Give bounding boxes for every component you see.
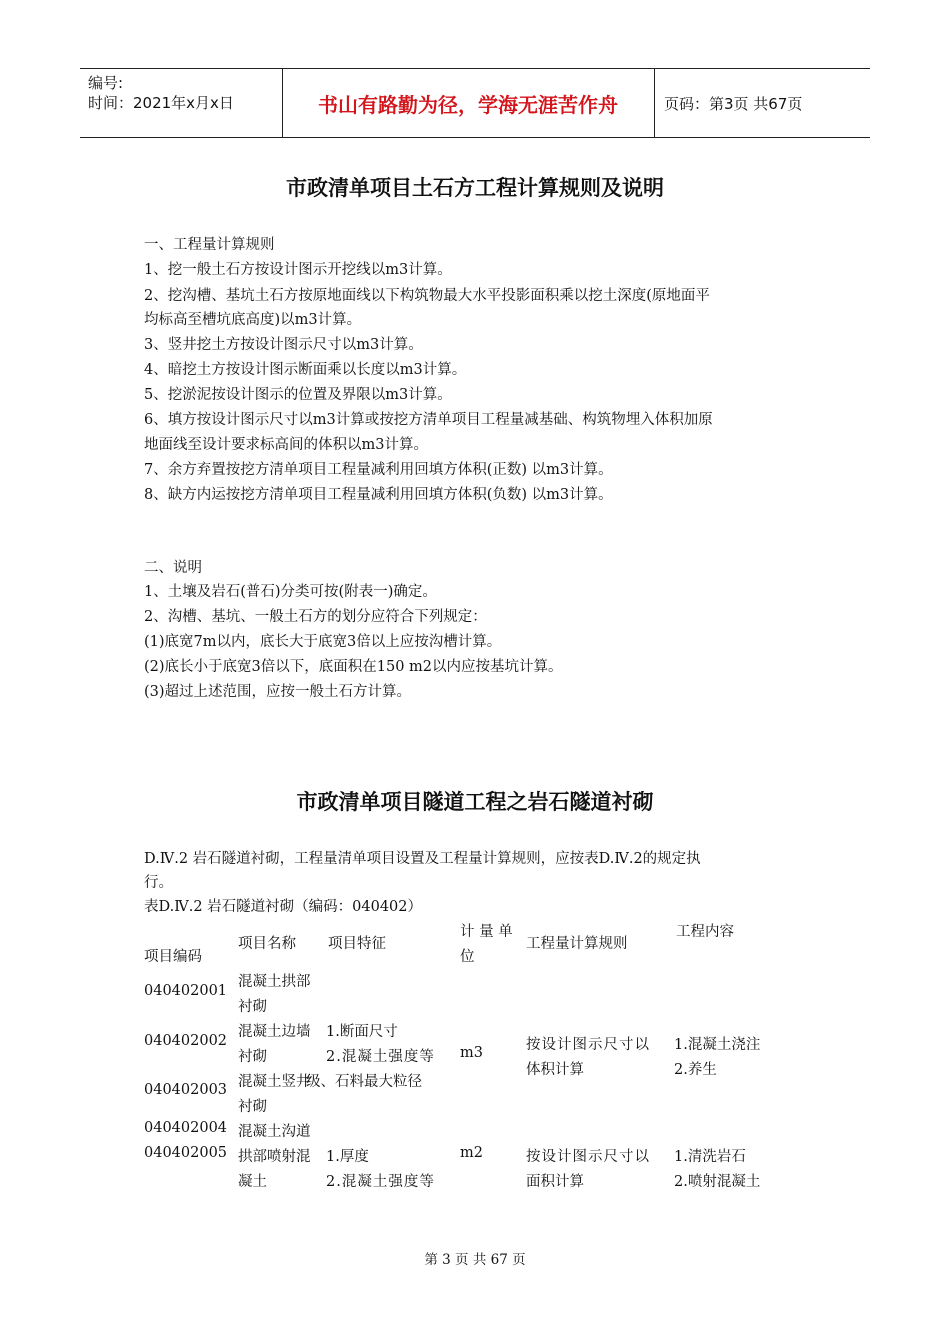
header-feature: 项目特征: [328, 936, 386, 952]
table-content: 1.清洗岩石: [674, 1149, 746, 1165]
paragraph-line: 均标高至槽坑底高度)以m3计算。: [144, 312, 362, 328]
paragraph-line: 7、余方弃置按挖方清单项目工程量减利用回填方体积(正数) 以m3计算。: [144, 462, 613, 478]
table-rule: 按设计图示尺寸以: [526, 1149, 650, 1165]
paragraph-line: 4、暗挖土方按设计图示断面乘以长度以m3计算。: [144, 362, 467, 378]
table-feature: 级、石料最大粒径: [306, 1074, 422, 1090]
table-feature: 1.厚度: [326, 1149, 369, 1165]
notes-line: (1)底宽7m以内，底长大于底宽3倍以上应按沟槽计算。: [144, 634, 502, 650]
table-name: 混凝土沟道: [238, 1124, 311, 1140]
notes-line: 1、土壤及岩石(普石)分类可按(附表一)确定。: [144, 584, 437, 600]
header-page-label: 页码：第3页 共67页: [664, 95, 803, 113]
paragraph-line: 3、竖井挖土方按设计图示尺寸以m3计算。: [144, 337, 423, 353]
table-rule: 面积计算: [526, 1174, 584, 1190]
table-unit: m2: [460, 1145, 483, 1161]
header-rule: 工程量计算规则: [526, 936, 628, 952]
paragraph-line: 2、挖沟槽、基坑土石方按原地面线以下构筑物最大水平投影面积乘以挖土深度(原地面平: [144, 288, 710, 304]
table-name: 凝土: [238, 1174, 267, 1190]
table-feature: 2.混凝土强度等: [326, 1174, 435, 1190]
table-feature: 2.混凝土强度等: [326, 1049, 435, 1065]
table-name: 衬砌: [238, 1099, 267, 1115]
header-unit: 计 量 单: [460, 924, 513, 940]
table-code: 040402003: [144, 1082, 228, 1098]
notes-line: 2、沟槽、基坑、一般土石方的划分应符合下列规定：: [144, 609, 487, 625]
table-code: 040402005: [144, 1145, 228, 1161]
header-meta: [88, 73, 234, 113]
table-name: 混凝土拱部: [238, 974, 311, 990]
table-content: 2.喷射混凝土: [674, 1174, 761, 1190]
table-name: 拱部喷射混: [238, 1149, 311, 1165]
paragraph-line: 6、填方按设计图示尺寸以m3计算或按挖方清单项目工程量减基础、构筑物埋入体积加原: [144, 412, 713, 428]
table-unit: m3: [460, 1045, 483, 1061]
intro-line: 行。: [144, 875, 173, 891]
table-code: 040402001: [144, 983, 228, 999]
paragraph-line: 一、工程量计算规则: [144, 237, 275, 253]
table-name: 混凝土竖井: [238, 1074, 311, 1090]
notes-line: (2)底长小于底宽3倍以下，底面积在150 m2以内应按基坑计算。: [144, 659, 563, 675]
table-caption: 表D.Ⅳ.2 岩石隧道衬砌（编码：040402）: [144, 899, 422, 915]
paragraph-line: 5、挖淤泥按设计图示的位置及界限以m3计算。: [144, 387, 452, 403]
header-motto: 书山有路勤为径，学海无涯苦作舟: [318, 92, 618, 117]
header-unit: 位: [460, 949, 475, 965]
section2-title: 市政清单项目隧道工程之岩石隧道衬砌: [296, 790, 654, 814]
table-code: 040402002: [144, 1033, 228, 1049]
notes-line: 二、说明: [144, 560, 202, 576]
header-divider: [654, 69, 655, 137]
intro-line: D.Ⅳ.2 岩石隧道衬砌，工程量清单项目设置及工程量计算规则，应按表D.Ⅳ.2的规定执: [144, 851, 701, 867]
table-name: 衬砌: [238, 1049, 267, 1065]
document-time-label: 时间：2021年x月x日: [88, 94, 234, 112]
paragraph-line: 8、缺方内运按挖方清单项目工程量减利用回填方体积(负数) 以m3计算。: [144, 487, 613, 503]
paragraph-line: 地面线至设计要求标高间的体积以m3计算。: [144, 437, 428, 453]
table-name: 衬砌: [238, 999, 267, 1015]
paragraph-line: 1、挖一般土石方按设计图示开挖线以m3计算。: [144, 262, 452, 278]
page-header: [80, 68, 870, 138]
header-name: 项目名称: [238, 936, 296, 952]
table-rule: 体积计算: [526, 1062, 584, 1078]
table-code: 040402004: [144, 1120, 228, 1136]
table-content: 1.混凝土浇注: [674, 1037, 761, 1053]
header-content: 工程内容: [676, 924, 734, 940]
section1-title: 市政清单项目土石方工程计算规则及说明: [286, 176, 664, 200]
document-number-label: 编号:: [88, 74, 124, 92]
header-code: 项目编码: [144, 949, 202, 965]
table-rule: 按设计图示尺寸以: [526, 1037, 650, 1053]
table-name: 混凝土边墙: [238, 1024, 311, 1040]
notes-line: (3)超过上述范围，应按一般土石方计算。: [144, 684, 412, 700]
table-content: 2.养生: [674, 1062, 717, 1078]
page-footer: 第 3 页 共 67 页: [424, 1252, 526, 1268]
table-feature: 1.断面尺寸: [326, 1024, 398, 1040]
